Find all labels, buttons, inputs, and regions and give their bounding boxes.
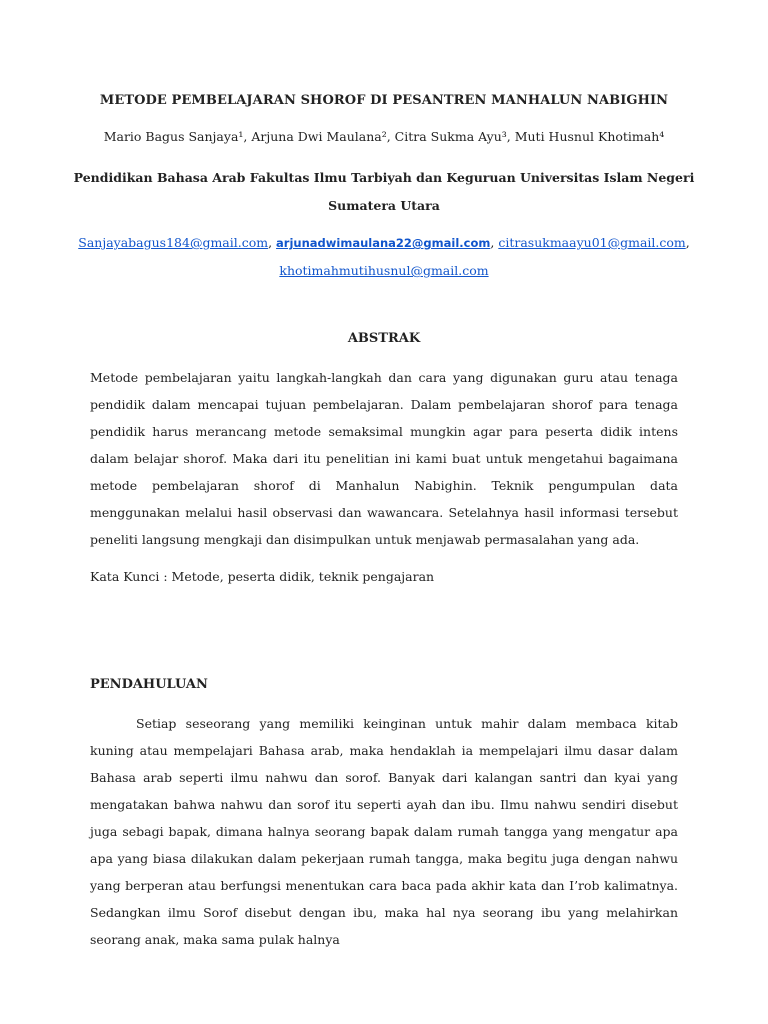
paper-title: METODE PEMBELAJARAN SHOROF DI PESANTREN MANHALUN NABIGHIN xyxy=(99,93,669,108)
email-link-2[interactable]: arjunadwimaulana22@gmail.com xyxy=(276,236,491,250)
affiliation: Pendidikan Bahasa Arab Fakultas Ilmu Tarbiyah dan Keguruan Universitas Islam Negeri Sumatera Utara xyxy=(73,170,695,213)
email-separator: , xyxy=(268,235,277,250)
abstract-body xyxy=(90,364,678,553)
email-separator: , xyxy=(490,235,499,250)
section-heading-pendahuluan: PENDAHULUAN xyxy=(90,677,208,692)
abstract-heading: ABSTRAK xyxy=(347,331,421,346)
intro-body xyxy=(90,710,678,953)
abstract-paragraph: Metode pembelajaran yaitu langkah-langkah dan cara yang digunakan guru atau tenaga pendidik dalam mencapai tujuan pembelajaran. Dalam pembelajaran shorof para tenaga pendidik harus merancang metode semaksimal mungkin agar para peserta didik intens dalam belajar shorof. Maka dari itu penelitian ini kami buat untuk mengetahui bagaimana metode pembelajaran shorof di Manhalun Nabighin. Teknik pengumpulan data menggunakan melalui hasil observasi dan wawancara. Setelahnya hasil informasi tersebut peneliti langsung mengkaji dan disimpulkan untuk menjawab permasalahan yang ada. xyxy=(90,370,678,547)
email-link-3[interactable]: citrasukmaayu01@gmail.com xyxy=(498,235,686,250)
intro-paragraph: Setiap seseorang yang memiliki keinginan untuk mahir dalam membaca kitab kuning atau mempelajari Bahasa arab, maka hendaklah ia mempelajari ilmu dasar dalam Bahasa arab seperti ilmu nahwu dan sorof. Banyak dari kalangan santri dan kyai yang mengatakan bahwa nahwu dan sorof itu seperti ayah dan ibu. Ilmu nahwu sendiri disebut juga sebagi bapak, dimana halnya seorang bapak dalam rumah tangga yang mengatur apa apa yang biasa dilakukan dalam pekerjaan rumah tangga, maka begitu juga dengan nahwu yang berperan atau berfungsi menentukan cara baca pada akhir kata dan I’rob kalimatnya. Sedangkan ilmu Sorof disebut dengan ibu, maka hal nya seorang ibu yang melahirkan seorang anak, maka sama pulak halnya xyxy=(90,716,678,947)
email-list: Sanjayabagus184@gmail.com, arjunadwimaulana22@gmail.com, citrasukmaayu01@gmail.com, khotimahmutihusnul@gmail.com xyxy=(78,235,690,278)
email-link-1[interactable]: Sanjayabagus184@gmail.com xyxy=(78,235,269,250)
email-link-4[interactable]: khotimahmutihusnul@gmail.com xyxy=(279,263,489,278)
author-list: Mario Bagus Sanjaya¹, Arjuna Dwi Maulana², Citra Sukma Ayu³, Muti Husnul Khotimah⁴ xyxy=(103,129,665,144)
keywords-line: Kata Kunci : Metode, peserta didik, teknik pengajaran xyxy=(90,569,435,584)
